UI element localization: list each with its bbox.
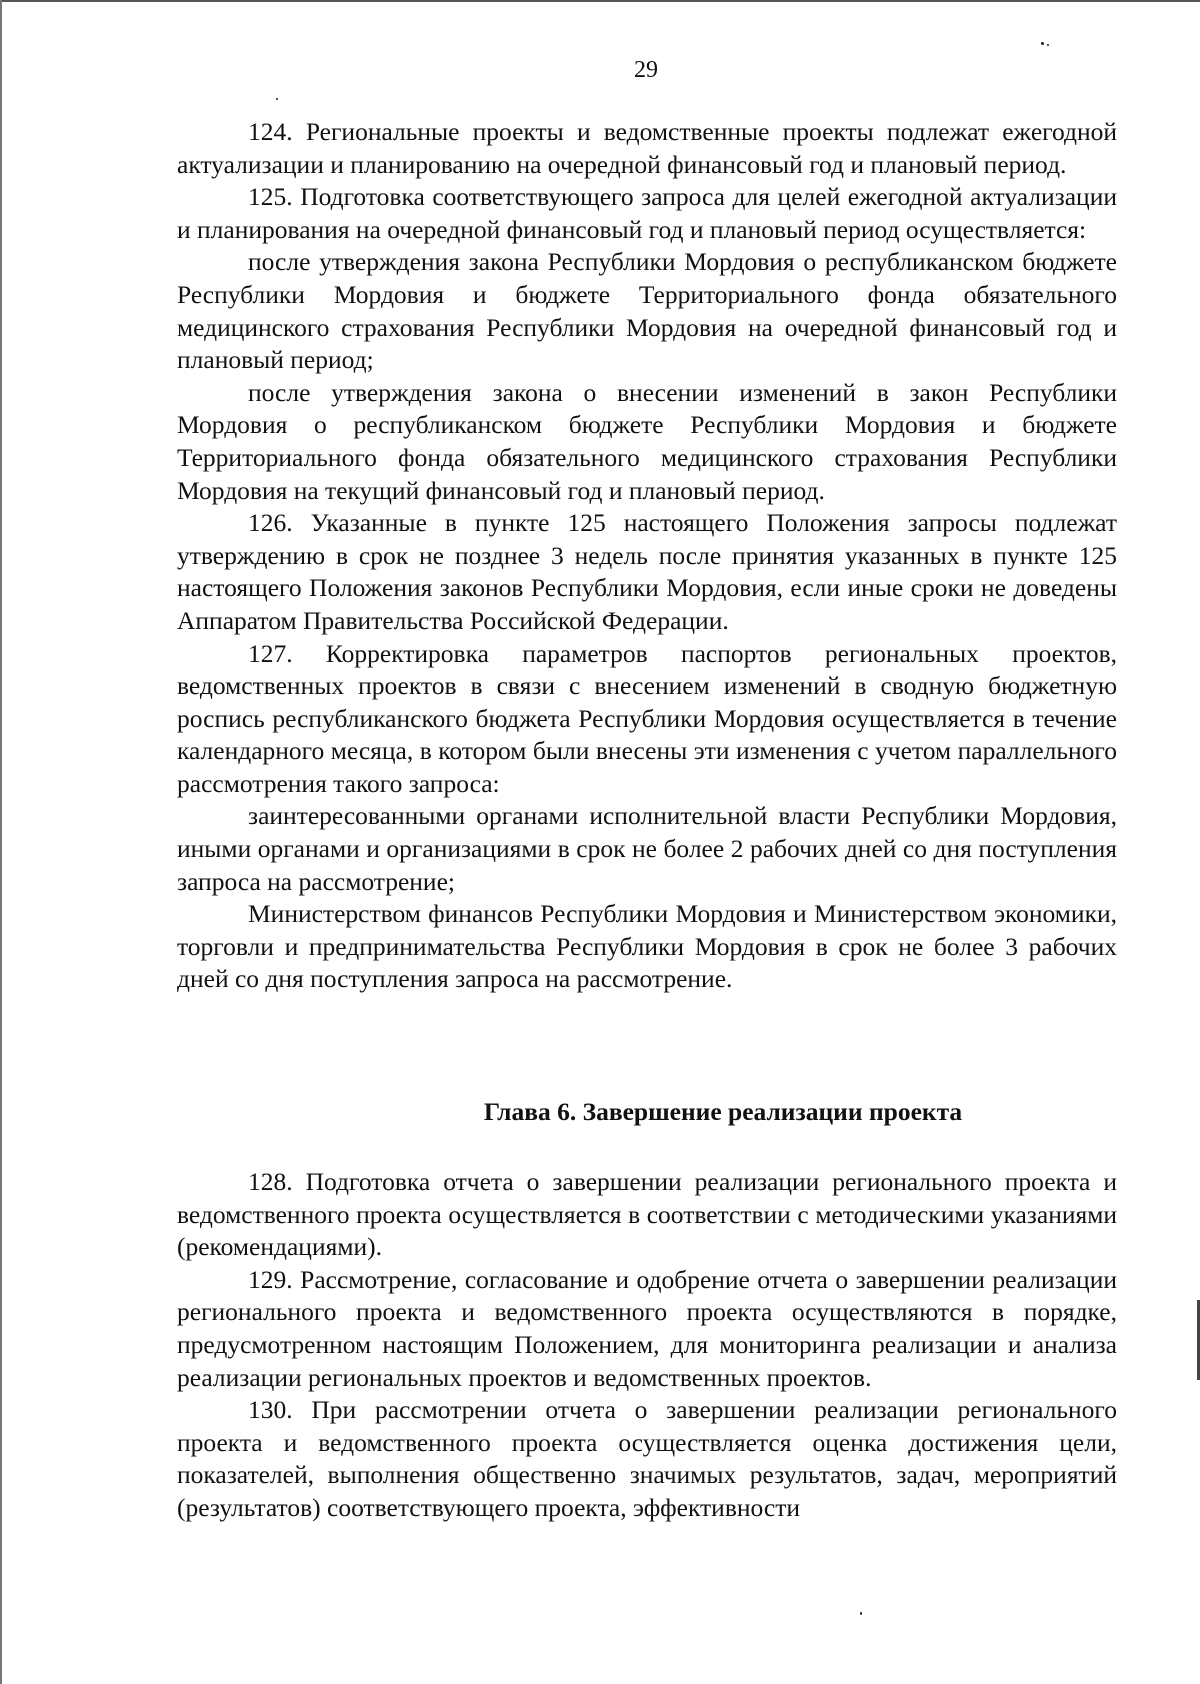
scan-speck [276,98,278,100]
paragraph-126: 126. Указанные в пункте 125 настоящего Положения запросы подлежат утверждению в срок не позднее 3 недель после принятия указанных в пункте 125 настоящего Положения законов Республики Мордовия, если иные сроки не доведены Аппаратом Правительства Российской Федерации. [177,508,1117,635]
paragraph-127-item-2: Министерством финансов Республики Мордовия и Министерством экономики, торговли и предпринимательства Республики Мордовия в срок не более 3 рабочих дней со дня поступления запроса на рассмотрение. [177,899,1117,994]
paragraph-124: 124. Региональные проекты и ведомственные проекты подлежат ежегодной актуализации и планированию на очередной финансовый год и плановый период. [177,117,1117,179]
paragraph-128: 128. Подготовка отчета о завершении реализации регионального проекта и ведомственного проекта осуществляется в соответствии с методическими указаниями (рекомендациями). [177,1167,1117,1262]
scan-left-edge [0,0,2,1684]
paragraph-125-item-2: после утверждения закона о внесении изменений в закон Республики Мордовия о республиканском бюджете Республики Мордовия и бюджете Территориального фонда обязательного медицинского страхования Республики Мордовия на текущий финансовый год и плановый период. [177,377,1117,505]
paragraph-125-item-1: после утверждения закона Республики Мордовия о республиканском бюджете Республики Мордовия и бюджете Территориального фонда обязательного медицинского страхования Республики Мордовия на очередной финансовый год и плановый период; [177,247,1117,375]
body-text-before-chapter [177,116,1117,996]
paragraph-125: 125. Подготовка соответствующего запроса для целей ежегодной актуализации и планирования на очередной финансовый год и плановый период осуществляется: [177,182,1117,244]
scan-speck [1047,44,1049,46]
body-text-after-chapter [177,1166,1117,1525]
scan-speck [1041,42,1044,45]
paragraph-127-item-1: заинтересованными органами исполнительной власти Республики Мордовия, иными органами и организациями в срок не более 2 рабочих дней со дня поступления запроса на рассмотрение; [177,801,1117,896]
paragraph-130: 130. При рассмотрении отчета о завершении реализации регионального проекта и ведомственного проекта осуществляется оценка достижения цели, показателей, выполнения общественно значимых результатов, задач, мероприятий (результатов) соответствующего проекта, эффективности [177,1395,1117,1522]
paragraph-127: 127. Корректировка параметров паспортов региональных проектов, ведомственных проектов в связи с внесением изменений в сводную бюджетную роспись республиканского бюджета Республики Мордовия осуществляется в течение календарного месяца, в котором были внесены эти изменения с учетом параллельного рассмотрения такого запроса: [177,638,1117,798]
chapter-heading: Глава 6. Завершение реализации проекта [483,1097,963,1126]
paragraph-129: 129. Рассмотрение, согласование и одобрение отчета о завершении реализации регионального проекта и ведомственного проекта осуществляются в порядке, предусмотренном настоящим Положением, для мониторинга реализации и анализа реализации региональных проектов и ведомственных проектов. [177,1264,1117,1392]
scan-speck [860,1612,862,1615]
page-number: 29 [634,57,658,83]
scan-top-edge [0,0,1200,2]
